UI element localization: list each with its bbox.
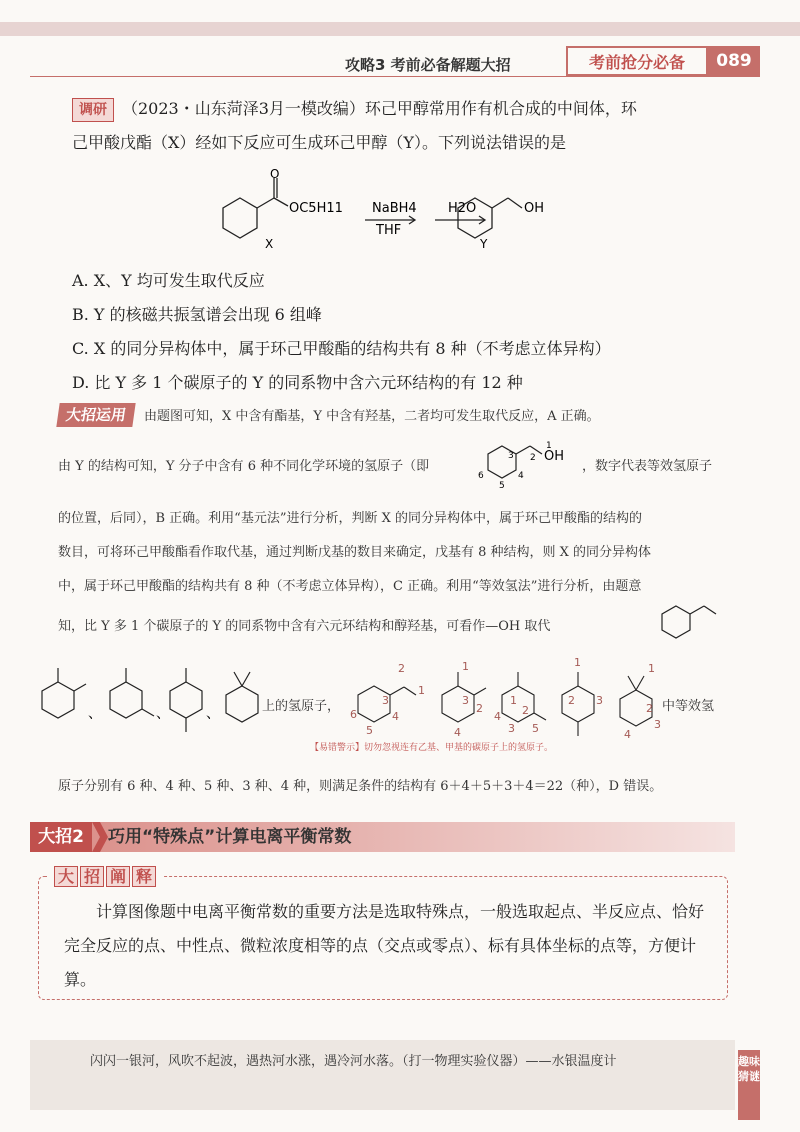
svg-text:、: 、 xyxy=(156,706,170,722)
explain-label-char-1: 大 xyxy=(54,866,78,887)
tip-title: 巧用“特殊点”计算电离平衡常数 xyxy=(108,827,352,847)
answer-line7b: 中等效氢 xyxy=(662,699,715,714)
explain-label xyxy=(48,864,164,887)
mol-oh: OH xyxy=(544,449,565,464)
svg-text:3: 3 xyxy=(462,694,469,707)
answer-line4: 数目，可将环己甲酸酯看作取代基，通过判断戊基的数目来确定，戊基有 8 种结构，则 X 的同分异构体 xyxy=(58,545,652,560)
svg-text:3: 3 xyxy=(508,722,515,735)
svg-text:3: 3 xyxy=(382,694,389,707)
question-badge: 调研 xyxy=(72,98,114,122)
explain-label-char-2: 招 xyxy=(80,866,104,887)
ester-group: OC5H11 xyxy=(289,201,343,216)
chevron-right-icon xyxy=(92,822,108,852)
x-label: X xyxy=(265,237,274,251)
reagent-nabh4: NaBH4 xyxy=(372,201,417,216)
answer-line7a: 上的氢原子， xyxy=(262,699,341,714)
svg-text:1: 1 xyxy=(574,656,581,669)
riddle-text: 闪闪一银河，风吹不起波，遇热河水涨，遇冷河水落。（打一物理实验仪器）——水银温度计 xyxy=(90,1054,617,1069)
answer-line5: 中，属于环己甲酸酯的结构共有 8 种（不考虑立体异构），C 正确。利用“等效氢法”进行分析，由题意 xyxy=(58,579,642,594)
svg-text:6: 6 xyxy=(350,708,357,721)
question-stem xyxy=(72,92,732,160)
answer-line1 xyxy=(58,400,738,434)
h-position-5: 5 xyxy=(499,481,505,491)
explain-text: 计算图像题中电离平衡常数的重要方法是选取特殊点，一般选取起点、半反应点、恰好完全反应的点、中性点、微粒浓度相等的点（交点或零点）、标有具体坐标的点等，方便计算。 xyxy=(64,902,705,989)
methylcyclohexane-isomers xyxy=(36,660,266,740)
header-strategy-title: 攻略3 考前必备解题大招 xyxy=(345,56,511,74)
question-stem-line2: 己甲酸戊酯（X）经如下反应可生成环己甲醇（Y）。下列说法错误的是 xyxy=(72,133,566,152)
reagent-h2o: H2O xyxy=(448,201,477,216)
answer-line2a: 由 Y 的结构可知，Y 分子中含有 6 种不同化学环境的氢原子（即 xyxy=(58,459,430,474)
numbered-isomer-structures xyxy=(350,652,660,742)
svg-text:3: 3 xyxy=(596,694,603,707)
svg-text:1: 1 xyxy=(418,684,425,697)
explain-label-char-4: 释 xyxy=(132,866,156,887)
svg-text:2: 2 xyxy=(522,704,529,717)
tip-badge: 大招2 xyxy=(30,822,92,852)
svg-text:1: 1 xyxy=(510,694,517,707)
svg-text:、: 、 xyxy=(206,706,220,722)
h-position-2: 2 xyxy=(530,453,536,463)
answer-text-1: 由题图可知，X 中含有酯基，Y 中含有羟基，二者均可发生取代反应，A 正确。 xyxy=(144,409,600,424)
svg-text:2: 2 xyxy=(398,662,405,675)
explain-label-char-3: 阐 xyxy=(106,866,130,887)
h-position-6: 6 xyxy=(478,471,484,481)
option-c: C. X 的同分异构体中，属于环己甲酸酯的结构共有 8 种（不考虑立体异构） xyxy=(72,339,611,358)
option-a: A. X、Y 均可发生取代反应 xyxy=(72,271,265,290)
svg-text:2: 2 xyxy=(646,702,653,715)
question-stem-line1: （2023・山东菏泽3月一模改编）环己甲醇常用作有机合成的中间体，环 xyxy=(122,99,637,118)
svg-text:4: 4 xyxy=(624,728,631,741)
y-oh-group: OH xyxy=(524,201,545,216)
answer-line6: 知，比 Y 多 1 个碳原子的 Y 的同系物中含有六元环结构和醇羟基，可看作—OH 取代 xyxy=(58,619,551,634)
y-label: Y xyxy=(480,237,488,251)
option-b: B. Y 的核磁共振氢谱会出现 6 组峰 xyxy=(72,305,322,324)
ethylcyclohexane-structure xyxy=(656,600,726,645)
answer-badge: 大招运用 xyxy=(56,403,135,427)
svg-text:5: 5 xyxy=(366,724,373,737)
answer-line2b: ，数字代表等效氢原子 xyxy=(582,459,713,474)
svg-text:4: 4 xyxy=(392,710,399,723)
svg-text:2: 2 xyxy=(568,694,575,707)
cyclohexane-ring-x xyxy=(223,198,257,238)
answer-line3: 的位置，后同），B 正确。利用“基元法”进行分析，判断 X 的同分异构体中，属于环己甲酸酯的结构的 xyxy=(58,511,642,526)
svg-text:1: 1 xyxy=(648,662,655,675)
svg-text:、: 、 xyxy=(88,706,102,722)
svg-text:1: 1 xyxy=(462,660,469,673)
svg-text:3: 3 xyxy=(654,718,661,731)
svg-text:4: 4 xyxy=(494,710,501,723)
h-position-4: 4 xyxy=(518,471,524,481)
header-divider xyxy=(30,76,760,77)
h-position-1: 1 xyxy=(546,441,552,451)
reagent-thf: THF xyxy=(376,223,402,238)
option-d: D. 比 Y 多 1 个碳原子的 Y 的同系物中含六元环结构的有 12 种 xyxy=(72,373,523,392)
reaction-scheme xyxy=(210,168,560,258)
header-slogan: 考前抢分必备 xyxy=(566,46,708,76)
error-warning-note: 【易错警示】切勿忽视连有乙基、甲基的碳原子上的氢原子。 xyxy=(310,743,554,753)
y-numbered-structure xyxy=(478,438,578,491)
header-decoration-band xyxy=(0,22,800,36)
svg-text:5: 5 xyxy=(532,722,539,735)
answer-line8: 原子分别有 6 种、4 种、5 种、3 种、4 种，则满足条件的结构有 6＋4＋5＋3＋4＝22（种），D 错误。 xyxy=(58,779,663,794)
svg-text:2: 2 xyxy=(476,702,483,715)
page-number: 089 xyxy=(708,46,760,76)
h-position-3: 3 xyxy=(508,451,514,461)
svg-text:4: 4 xyxy=(454,726,461,739)
riddle-box xyxy=(30,1040,735,1110)
riddle-side-tab: 趣味猜谜 xyxy=(738,1050,760,1120)
carbonyl-oxygen: O xyxy=(270,167,280,181)
